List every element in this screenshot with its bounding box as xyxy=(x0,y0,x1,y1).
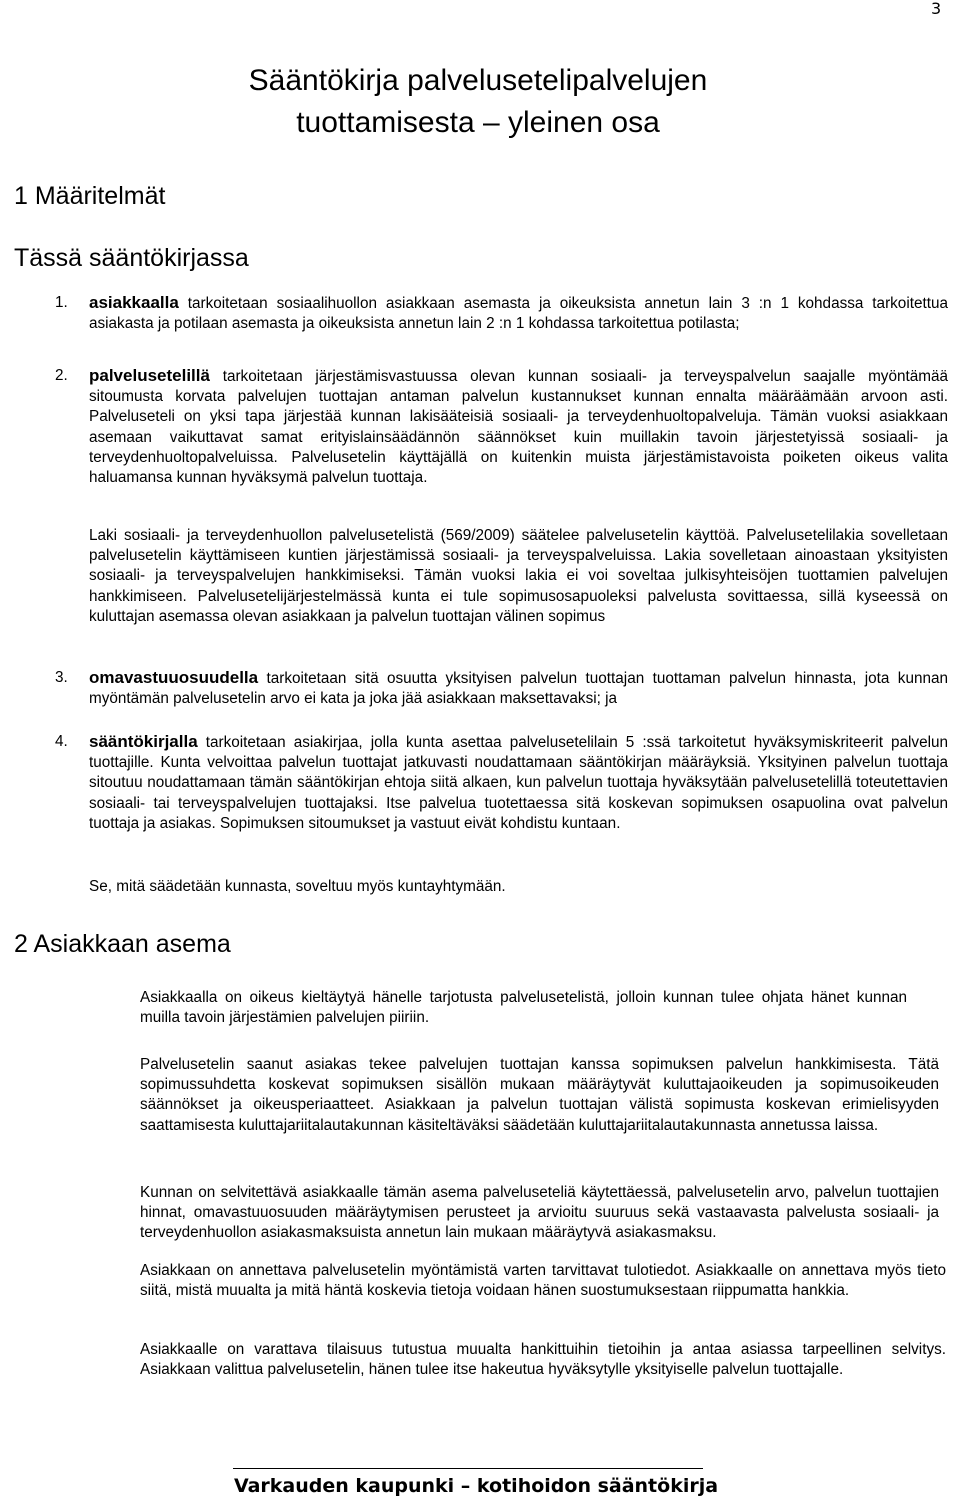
section-1-subheading: Tässä sääntökirjassa xyxy=(14,244,249,272)
section-1-note: Se, mitä säädetään kunnasta, soveltuu myös kuntayhtymään. xyxy=(89,878,506,895)
definition-text xyxy=(89,293,948,334)
definition-term: palvelusetelillä xyxy=(89,366,210,385)
document-title-line-1: Sääntökirja palvelusetelipalvelujen xyxy=(248,64,708,97)
definition-term: sääntökirjalla xyxy=(89,732,198,751)
definition-text xyxy=(89,732,948,834)
section-1-heading: 1 Määritelmät xyxy=(14,182,166,210)
page-number: 3 xyxy=(931,0,942,18)
definition-term: asiakkaalla xyxy=(89,293,179,312)
item-number: 4. xyxy=(55,733,68,750)
definition-extra-paragraph: Laki sosiaali- ja terveydenhuollon palvelusetelistä (569/2009) säätelee palvelusetelin käyttöä. Palvelusetelilakia sovelletaan palvelusetelin käyttämiseen kuntien järjestämissä sosiaali- ja terveyspalveluissa. Lakia sovelletaan ainoastaan yksityisten sosiaali- ja terveyspalvelujen hankkimiseksi. Tämän vuoksi lakia ei voi soveltaa julkisyhteisöjen tuottamien palvelujen hankkimiseen. Palvelusetelijärjestelmässä kunta ei tule sopimusosapuoleksi palvelusta sovittaessa, sillä kyseessä on kuluttajan asemassa olevan asiakkaan ja palvelun tuottajan välinen sopimus xyxy=(89,527,948,625)
footer-rule xyxy=(233,1468,703,1469)
definition-text xyxy=(89,668,948,709)
definition-body: tarkoitetaan sosiaalihuollon asiakkaan asemasta ja oikeuksista annetun lain 3 :n 1 kohdassa tarkoitettua asiakasta ja potilaan asemasta ja oikeuksista annetun lain 2 :n 1 kohdassa tarkoitettua potilasta; xyxy=(89,295,948,333)
section-2-paragraph-3: Kunnan on selvitettävä asiakkaalle tämän asema palveluseteliä käytettäessä, palvelusetelin arvo, palvelun tuottajien hinnat, omavastuuosuuden määräytymisen perusteet ja arvioitu suuruus sekä vastaavasta palvelusta sosiaali- ja terveydenhuollon asiakasmaksuista annetun lain mukaan määräytyvä asiakasmaksu. xyxy=(140,1184,939,1242)
document-title xyxy=(0,60,958,144)
definition-body: tarkoitetaan järjestämisvastuussa olevan kunnan sosiaali- ja terveyspalvelun saajalle myöntämää sitoumusta korvata palvelujen tuottajan antaman palvelun kustannukset kunnan ennalta määräämään arvoon asti. Palveluseteli on yksi tapa järjestää kunnan lakisääteisiä sosiaali- ja terveydenhuoltopalveluja. Tämän vuoksi asiakkaan asemaan vaikuttavat samat erityislainsäädännön säännökset kuin muillakin tavoin järjestetyissä sosiaali- ja terveydenhuoltopalveluissa. Palvelusetelin käyttäjällä on kuitenkin muista järjestämistavoista poiketen oikeus valita haluamansa kunnan hyväksymä palvelun tuottaja. xyxy=(89,368,948,487)
item-number: 3. xyxy=(55,669,68,686)
definition-term: omavastuuosuudella xyxy=(89,668,259,687)
page-footer xyxy=(0,1470,956,1499)
definition-text xyxy=(89,366,948,488)
section-2-paragraph-5: Asiakkaalle on varattava tilaisuus tutustua muualta hankittuihin tietoihin ja antaa asiassa tarpeellinen selvitys. Asiakkaan valittua palvelusetelin, hänen tulee itse hakeutua hyväksytylle yksityiselle palvelun tuottajalle. xyxy=(140,1341,946,1379)
section-2-paragraph-4: Asiakkaan on annettava palvelusetelin myöntämistä varten tarvittavat tulotiedot. Asiakkaalle on annettava myös tieto siitä, mistä muualta ja mitä häntä koskevia tietoja voidaan hänen suostumuksestaan riippumatta hankkia. xyxy=(140,1262,946,1300)
item-number: 1. xyxy=(55,294,68,311)
document-title-line-2: tuottamisesta – yleinen osa xyxy=(296,106,660,139)
section-2-heading: 2 Asiakkaan asema xyxy=(14,930,231,958)
section-2-paragraph-2: Palvelusetelin saanut asiakas tekee palvelujen tuottajan kanssa sopimuksen palvelun hankkimisesta. Tätä sopimussuhdetta koskevat sopimuksen sisällön mukaan määräytyvät kuluttajaoikeuden ja sopimusoikeuden säännökset ja oikeusperiaatteet. Asiakkaan ja palvelun tuottajan välistä sopimusta koskevan erimielisyyden saattamisesta kuluttajariitalautakunnan käsiteltäväksi säädetään kuluttajariitalautakunnasta annetussa laissa. xyxy=(140,1056,939,1134)
definition-body: tarkoitetaan asiakirjaa, jolla kunta asettaa palvelusetelilain 5 :ssä tarkoitetut hyväksymiskriteerit palvelun tuottajille. Kunta velvoittaa palvelun tuottajat jatkuvasti noudattamaan sääntökirjan määräyksiä. Yksityinen palvelun tuottaja sitoutuu noudattamaan tämän sääntökirjan ehtoja siitä alkaen, kun palvelun tuottaja hyväksytään palvelusetelillä toteutettavien sosiaali- tai terveyspalvelujen tuottajaksi. Itse palvelua tuotettaessa sitä koskevan sopimuksen osapuolina ovat palvelun tuottaja ja asiakas. Sopimuksen sitoumukset ja vastuut eivät kohdistu kuntaan. xyxy=(89,734,948,832)
section-2-paragraph-1: Asiakkaalla on oikeus kieltäytyä hänelle tarjotusta palvelusetelistä, jolloin kunnan tulee ohjata hänet kunnan muilla tavoin järjestämien palvelujen piiriin. xyxy=(140,989,907,1027)
footer-text: Varkauden kaupunki – kotihoidon sääntökirja xyxy=(233,1475,719,1497)
definition-body: tarkoitetaan sitä osuutta yksityisen palvelun tuottajan tuottaman palvelun hinnasta, jota kunnan myöntämän palvelusetelin arvo ei kata ja joka jää asiakkaan maksettavaksi; ja xyxy=(89,670,948,708)
item-number: 2. xyxy=(55,367,68,384)
